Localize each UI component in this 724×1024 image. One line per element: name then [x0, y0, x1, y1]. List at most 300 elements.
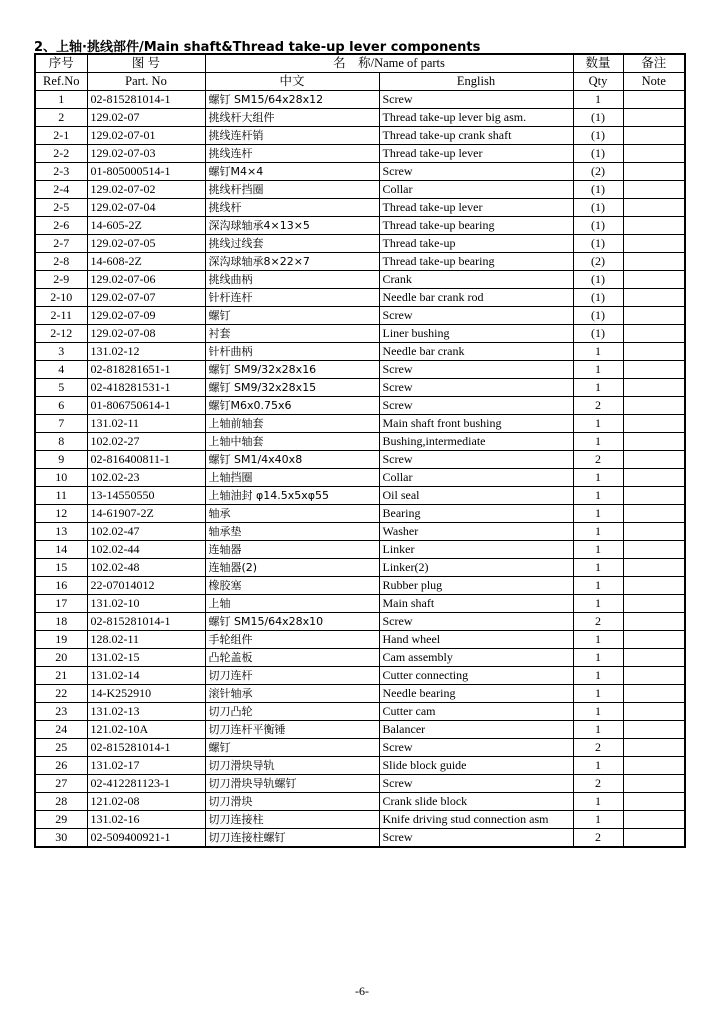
qty-cell: (1): [573, 127, 623, 145]
english-name-cell: Slide block guide: [379, 757, 573, 775]
part-no-cell: 102.02-47: [87, 523, 205, 541]
chinese-name-cell: 上轴油封 φ14.5x5xφ55: [205, 487, 379, 505]
ref-no-cell: 13: [35, 523, 87, 541]
table-row: [35, 559, 685, 577]
table-row: [35, 253, 685, 271]
english-name-cell: Crank: [379, 271, 573, 289]
section-title: 2、上轴·挑线部件/Main shaft&Thread take-up lever components: [34, 40, 481, 55]
note-cell: [623, 559, 685, 577]
note-cell: [623, 127, 685, 145]
english-name-cell: Cam assembly: [379, 649, 573, 667]
part-no-cell: 131.02-10: [87, 595, 205, 613]
ref-no-cell: 2-10: [35, 289, 87, 307]
part-no-cell: 22-07014012: [87, 577, 205, 595]
table-row: [35, 487, 685, 505]
note-cell: [623, 289, 685, 307]
note-cell: [623, 451, 685, 469]
ref-no-cell: 9: [35, 451, 87, 469]
ref-no-cell: 27: [35, 775, 87, 793]
chinese-name-cell: 切刀滑块导轨螺钉: [205, 775, 379, 793]
chinese-name-cell: 针杆连杆: [205, 289, 379, 307]
ref-no-cell: 7: [35, 415, 87, 433]
english-name-cell: Main shaft: [379, 595, 573, 613]
qty-cell: (2): [573, 163, 623, 181]
ref-no-cell: 2-1: [35, 127, 87, 145]
qty-cell: 1: [573, 433, 623, 451]
ref-no-cell: 10: [35, 469, 87, 487]
table-row: [35, 379, 685, 397]
table-header: [35, 54, 685, 91]
ref-no-cell: 20: [35, 649, 87, 667]
qty-cell: 2: [573, 775, 623, 793]
chinese-name-cell: 切刀连接柱螺钉: [205, 829, 379, 848]
chinese-name-cell: 螺钉 SM15/64x28x12: [205, 91, 379, 109]
part-no-cell: 131.02-12: [87, 343, 205, 361]
table-row: [35, 289, 685, 307]
english-name-cell: Screw: [379, 163, 573, 181]
table-row: [35, 505, 685, 523]
ref-no-cell: 2-4: [35, 181, 87, 199]
ref-no-cell: 4: [35, 361, 87, 379]
qty-cell: 1: [573, 811, 623, 829]
part-no-cell: 02-509400921-1: [87, 829, 205, 848]
table-row: [35, 415, 685, 433]
english-name-cell: Washer: [379, 523, 573, 541]
note-cell: [623, 775, 685, 793]
english-name-cell: Screw: [379, 91, 573, 109]
note-cell: [623, 649, 685, 667]
note-cell: [623, 379, 685, 397]
ref-no-cell: 15: [35, 559, 87, 577]
note-cell: [623, 505, 685, 523]
chinese-name-cell: 挑线过线套: [205, 235, 379, 253]
note-cell: [623, 343, 685, 361]
qty-cell: 2: [573, 613, 623, 631]
english-name-cell: Bushing,intermediate: [379, 433, 573, 451]
ref-no-cell: 2-12: [35, 325, 87, 343]
english-name-cell: Screw: [379, 829, 573, 848]
note-cell: [623, 181, 685, 199]
qty-cell: 1: [573, 361, 623, 379]
chinese-name-cell: 上轴: [205, 595, 379, 613]
part-no-cell: 129.02-07-05: [87, 235, 205, 253]
qty-cell: 1: [573, 577, 623, 595]
qty-cell: 1: [573, 685, 623, 703]
table-row: [35, 433, 685, 451]
ref-no-cell: 12: [35, 505, 87, 523]
english-name-cell: Screw: [379, 307, 573, 325]
english-name-cell: Screw: [379, 739, 573, 757]
ref-no-cell: 8: [35, 433, 87, 451]
ref-no-cell: 19: [35, 631, 87, 649]
english-name-cell: Collar: [379, 181, 573, 199]
chinese-name-cell: 上轴挡圈: [205, 469, 379, 487]
english-name-cell: Liner bushing: [379, 325, 573, 343]
qty-cell: 1: [573, 721, 623, 739]
note-cell: [623, 271, 685, 289]
table-row: [35, 325, 685, 343]
part-no-cell: 129.02-07-01: [87, 127, 205, 145]
qty-cell: (1): [573, 325, 623, 343]
chinese-name-cell: 挑线曲柄: [205, 271, 379, 289]
note-cell: [623, 721, 685, 739]
part-no-cell: 131.02-11: [87, 415, 205, 433]
note-cell: [623, 541, 685, 559]
english-name-cell: Cutter connecting: [379, 667, 573, 685]
chinese-name-cell: 挑线连杆: [205, 145, 379, 163]
english-name-cell: Linker(2): [379, 559, 573, 577]
part-no-cell: 131.02-14: [87, 667, 205, 685]
part-no-cell: 01-805000514-1: [87, 163, 205, 181]
table-row: [35, 793, 685, 811]
part-no-cell: 14-61907-2Z: [87, 505, 205, 523]
part-no-cell: 129.02-07-02: [87, 181, 205, 199]
part-no-cell: 129.02-07-07: [87, 289, 205, 307]
english-name-cell: Screw: [379, 775, 573, 793]
part-no-cell: 02-818281651-1: [87, 361, 205, 379]
ref-no-cell: 22: [35, 685, 87, 703]
part-no-cell: 129.02-07-06: [87, 271, 205, 289]
chinese-name-cell: 螺钉M6x0.75x6: [205, 397, 379, 415]
qty-cell: 1: [573, 343, 623, 361]
ref-no-cell: 2: [35, 109, 87, 127]
table-row: [35, 361, 685, 379]
table-row: [35, 739, 685, 757]
chinese-name-cell: 挑线杆挡圈: [205, 181, 379, 199]
note-cell: [623, 793, 685, 811]
header-qty-en: Qty: [573, 73, 623, 91]
chinese-name-cell: 螺钉 SM9/32x28x15: [205, 379, 379, 397]
note-cell: [623, 829, 685, 848]
chinese-name-cell: 切刀滑块导轨: [205, 757, 379, 775]
chinese-name-cell: 上轴前轴套: [205, 415, 379, 433]
note-cell: [623, 487, 685, 505]
qty-cell: 1: [573, 703, 623, 721]
header-part-cn: 图 号: [87, 54, 205, 73]
english-name-cell: Rubber plug: [379, 577, 573, 595]
part-no-cell: 14-605-2Z: [87, 217, 205, 235]
part-no-cell: 121.02-10A: [87, 721, 205, 739]
table-row: [35, 649, 685, 667]
chinese-name-cell: 轴承: [205, 505, 379, 523]
chinese-name-cell: 手轮组件: [205, 631, 379, 649]
ref-no-cell: 1: [35, 91, 87, 109]
chinese-name-cell: 切刀连杆: [205, 667, 379, 685]
qty-cell: 1: [573, 667, 623, 685]
part-no-cell: 102.02-44: [87, 541, 205, 559]
chinese-name-cell: 螺钉: [205, 307, 379, 325]
ref-no-cell: 11: [35, 487, 87, 505]
note-cell: [623, 397, 685, 415]
note-cell: [623, 325, 685, 343]
table-row: [35, 145, 685, 163]
qty-cell: 2: [573, 829, 623, 848]
part-no-cell: 129.02-07-04: [87, 199, 205, 217]
chinese-name-cell: 切刀连杆平衡锤: [205, 721, 379, 739]
part-no-cell: 129.02-07-09: [87, 307, 205, 325]
table-row: [35, 343, 685, 361]
english-name-cell: Thread take-up bearing: [379, 217, 573, 235]
note-cell: [623, 415, 685, 433]
part-no-cell: 131.02-15: [87, 649, 205, 667]
ref-no-cell: 2-9: [35, 271, 87, 289]
part-no-cell: 01-806750614-1: [87, 397, 205, 415]
chinese-name-cell: 橡胶塞: [205, 577, 379, 595]
qty-cell: 1: [573, 649, 623, 667]
table-row: [35, 721, 685, 739]
qty-cell: 1: [573, 793, 623, 811]
note-cell: [623, 199, 685, 217]
part-no-cell: 02-815281014-1: [87, 739, 205, 757]
table-row: [35, 613, 685, 631]
page-number: -6-: [355, 984, 369, 998]
qty-cell: (1): [573, 307, 623, 325]
ref-no-cell: 2-8: [35, 253, 87, 271]
english-name-cell: Screw: [379, 397, 573, 415]
qty-cell: (1): [573, 181, 623, 199]
note-cell: [623, 307, 685, 325]
part-no-cell: 02-815281014-1: [87, 91, 205, 109]
part-no-cell: 129.02-07: [87, 109, 205, 127]
note-cell: [623, 235, 685, 253]
ref-no-cell: 2-2: [35, 145, 87, 163]
chinese-name-cell: 连轴器: [205, 541, 379, 559]
note-cell: [623, 595, 685, 613]
qty-cell: (1): [573, 145, 623, 163]
ref-no-cell: 17: [35, 595, 87, 613]
note-cell: [623, 631, 685, 649]
english-name-cell: Needle bar crank: [379, 343, 573, 361]
ref-no-cell: 6: [35, 397, 87, 415]
qty-cell: (1): [573, 289, 623, 307]
qty-cell: 2: [573, 397, 623, 415]
table-row: [35, 775, 685, 793]
table-row: [35, 109, 685, 127]
table-row: [35, 181, 685, 199]
note-cell: [623, 577, 685, 595]
table-row: [35, 307, 685, 325]
table-row: [35, 217, 685, 235]
note-cell: [623, 91, 685, 109]
english-name-cell: Hand wheel: [379, 631, 573, 649]
ref-no-cell: 28: [35, 793, 87, 811]
ref-no-cell: 3: [35, 343, 87, 361]
table-row: [35, 811, 685, 829]
chinese-name-cell: 轴承垫: [205, 523, 379, 541]
chinese-name-cell: 螺钉 SM15/64x28x10: [205, 613, 379, 631]
qty-cell: 1: [573, 487, 623, 505]
english-name-cell: Oil seal: [379, 487, 573, 505]
qty-cell: 1: [573, 559, 623, 577]
english-name-cell: Thread take-up lever big asm.: [379, 109, 573, 127]
ref-no-cell: 18: [35, 613, 87, 631]
english-name-cell: Bearing: [379, 505, 573, 523]
qty-cell: 1: [573, 91, 623, 109]
header-name-of-parts: 名 称/Name of parts: [205, 54, 573, 73]
note-cell: [623, 703, 685, 721]
english-name-cell: Collar: [379, 469, 573, 487]
ref-no-cell: 16: [35, 577, 87, 595]
note-cell: [623, 217, 685, 235]
chinese-name-cell: 螺钉 SM1/4x40x8: [205, 451, 379, 469]
chinese-name-cell: 针杆曲柄: [205, 343, 379, 361]
part-no-cell: 131.02-16: [87, 811, 205, 829]
english-name-cell: Screw: [379, 613, 573, 631]
chinese-name-cell: 凸轮盖板: [205, 649, 379, 667]
table-row: [35, 757, 685, 775]
table-row: [35, 595, 685, 613]
english-name-cell: Screw: [379, 361, 573, 379]
qty-cell: (1): [573, 235, 623, 253]
ref-no-cell: 23: [35, 703, 87, 721]
table-row: [35, 235, 685, 253]
chinese-name-cell: 螺钉: [205, 739, 379, 757]
english-name-cell: Cutter cam: [379, 703, 573, 721]
qty-cell: (1): [573, 109, 623, 127]
qty-cell: (1): [573, 199, 623, 217]
qty-cell: 1: [573, 505, 623, 523]
table-row: [35, 703, 685, 721]
chinese-name-cell: 螺钉 SM9/32x28x16: [205, 361, 379, 379]
ref-no-cell: 2-7: [35, 235, 87, 253]
table-row: [35, 523, 685, 541]
english-name-cell: Knife driving stud connection asm: [379, 811, 573, 829]
ref-no-cell: 26: [35, 757, 87, 775]
qty-cell: (1): [573, 271, 623, 289]
part-no-cell: 129.02-07-08: [87, 325, 205, 343]
qty-cell: 2: [573, 451, 623, 469]
chinese-name-cell: 深沟球轴承8×22×7: [205, 253, 379, 271]
english-name-cell: Linker: [379, 541, 573, 559]
table-row: [35, 127, 685, 145]
part-no-cell: 02-418281531-1: [87, 379, 205, 397]
english-name-cell: Screw: [379, 379, 573, 397]
english-name-cell: Thread take-up crank shaft: [379, 127, 573, 145]
table-row: [35, 577, 685, 595]
table-body: [35, 91, 685, 848]
table-row: [35, 469, 685, 487]
qty-cell: (1): [573, 217, 623, 235]
table-row: [35, 271, 685, 289]
english-name-cell: Thread take-up lever: [379, 199, 573, 217]
header-qty-cn: 数量: [573, 54, 623, 73]
ref-no-cell: 2-3: [35, 163, 87, 181]
note-cell: [623, 433, 685, 451]
table-row: [35, 91, 685, 109]
part-no-cell: 121.02-08: [87, 793, 205, 811]
part-no-cell: 02-815281014-1: [87, 613, 205, 631]
chinese-name-cell: 螺钉M4×4: [205, 163, 379, 181]
part-no-cell: 102.02-23: [87, 469, 205, 487]
qty-cell: 1: [573, 631, 623, 649]
chinese-name-cell: 衬套: [205, 325, 379, 343]
qty-cell: 1: [573, 415, 623, 433]
table-row: [35, 541, 685, 559]
header-chinese-col: 中文: [205, 73, 379, 91]
header-part-en: Part. No: [87, 73, 205, 91]
qty-cell: 1: [573, 757, 623, 775]
english-name-cell: Crank slide block: [379, 793, 573, 811]
english-name-cell: Needle bearing: [379, 685, 573, 703]
note-cell: [623, 667, 685, 685]
part-no-cell: 131.02-17: [87, 757, 205, 775]
qty-cell: 1: [573, 595, 623, 613]
header-ref-en: Ref.No: [35, 73, 87, 91]
chinese-name-cell: 滚针轴承: [205, 685, 379, 703]
note-cell: [623, 469, 685, 487]
part-no-cell: 02-412281123-1: [87, 775, 205, 793]
chinese-name-cell: 切刀连接柱: [205, 811, 379, 829]
part-no-cell: 14-K252910: [87, 685, 205, 703]
qty-cell: 2: [573, 739, 623, 757]
qty-cell: 1: [573, 541, 623, 559]
parts-table: [34, 53, 686, 848]
ref-no-cell: 24: [35, 721, 87, 739]
note-cell: [623, 613, 685, 631]
note-cell: [623, 109, 685, 127]
chinese-name-cell: 切刀凸轮: [205, 703, 379, 721]
part-no-cell: 02-816400811-1: [87, 451, 205, 469]
ref-no-cell: 2-11: [35, 307, 87, 325]
qty-cell: 1: [573, 379, 623, 397]
note-cell: [623, 739, 685, 757]
ref-no-cell: 14: [35, 541, 87, 559]
chinese-name-cell: 上轴中轴套: [205, 433, 379, 451]
table-row: [35, 829, 685, 848]
table-row: [35, 685, 685, 703]
english-name-cell: Balancer: [379, 721, 573, 739]
note-cell: [623, 757, 685, 775]
english-name-cell: Thread take-up bearing: [379, 253, 573, 271]
note-cell: [623, 685, 685, 703]
note-cell: [623, 163, 685, 181]
note-cell: [623, 145, 685, 163]
table-row: [35, 199, 685, 217]
part-no-cell: 131.02-13: [87, 703, 205, 721]
chinese-name-cell: 挑线杆大组件: [205, 109, 379, 127]
header-note-cn: 备注: [623, 54, 685, 73]
table-row: [35, 667, 685, 685]
english-name-cell: Thread take-up lever: [379, 145, 573, 163]
english-name-cell: Thread take-up: [379, 235, 573, 253]
part-no-cell: 128.02-11: [87, 631, 205, 649]
table-row: [35, 451, 685, 469]
part-no-cell: 102.02-48: [87, 559, 205, 577]
part-no-cell: 102.02-27: [87, 433, 205, 451]
table-row: [35, 397, 685, 415]
chinese-name-cell: 挑线连杆销: [205, 127, 379, 145]
ref-no-cell: 30: [35, 829, 87, 848]
english-name-cell: Main shaft front bushing: [379, 415, 573, 433]
part-no-cell: 14-608-2Z: [87, 253, 205, 271]
chinese-name-cell: 连轴器(2): [205, 559, 379, 577]
chinese-name-cell: 挑线杆: [205, 199, 379, 217]
ref-no-cell: 2-5: [35, 199, 87, 217]
ref-no-cell: 21: [35, 667, 87, 685]
header-ref-cn: 序号: [35, 54, 87, 73]
ref-no-cell: 2-6: [35, 217, 87, 235]
note-cell: [623, 253, 685, 271]
qty-cell: (2): [573, 253, 623, 271]
note-cell: [623, 361, 685, 379]
qty-cell: 1: [573, 523, 623, 541]
chinese-name-cell: 切刀滑块: [205, 793, 379, 811]
note-cell: [623, 523, 685, 541]
part-no-cell: 129.02-07-03: [87, 145, 205, 163]
part-no-cell: 13-14550550: [87, 487, 205, 505]
table-row: [35, 163, 685, 181]
ref-no-cell: 5: [35, 379, 87, 397]
